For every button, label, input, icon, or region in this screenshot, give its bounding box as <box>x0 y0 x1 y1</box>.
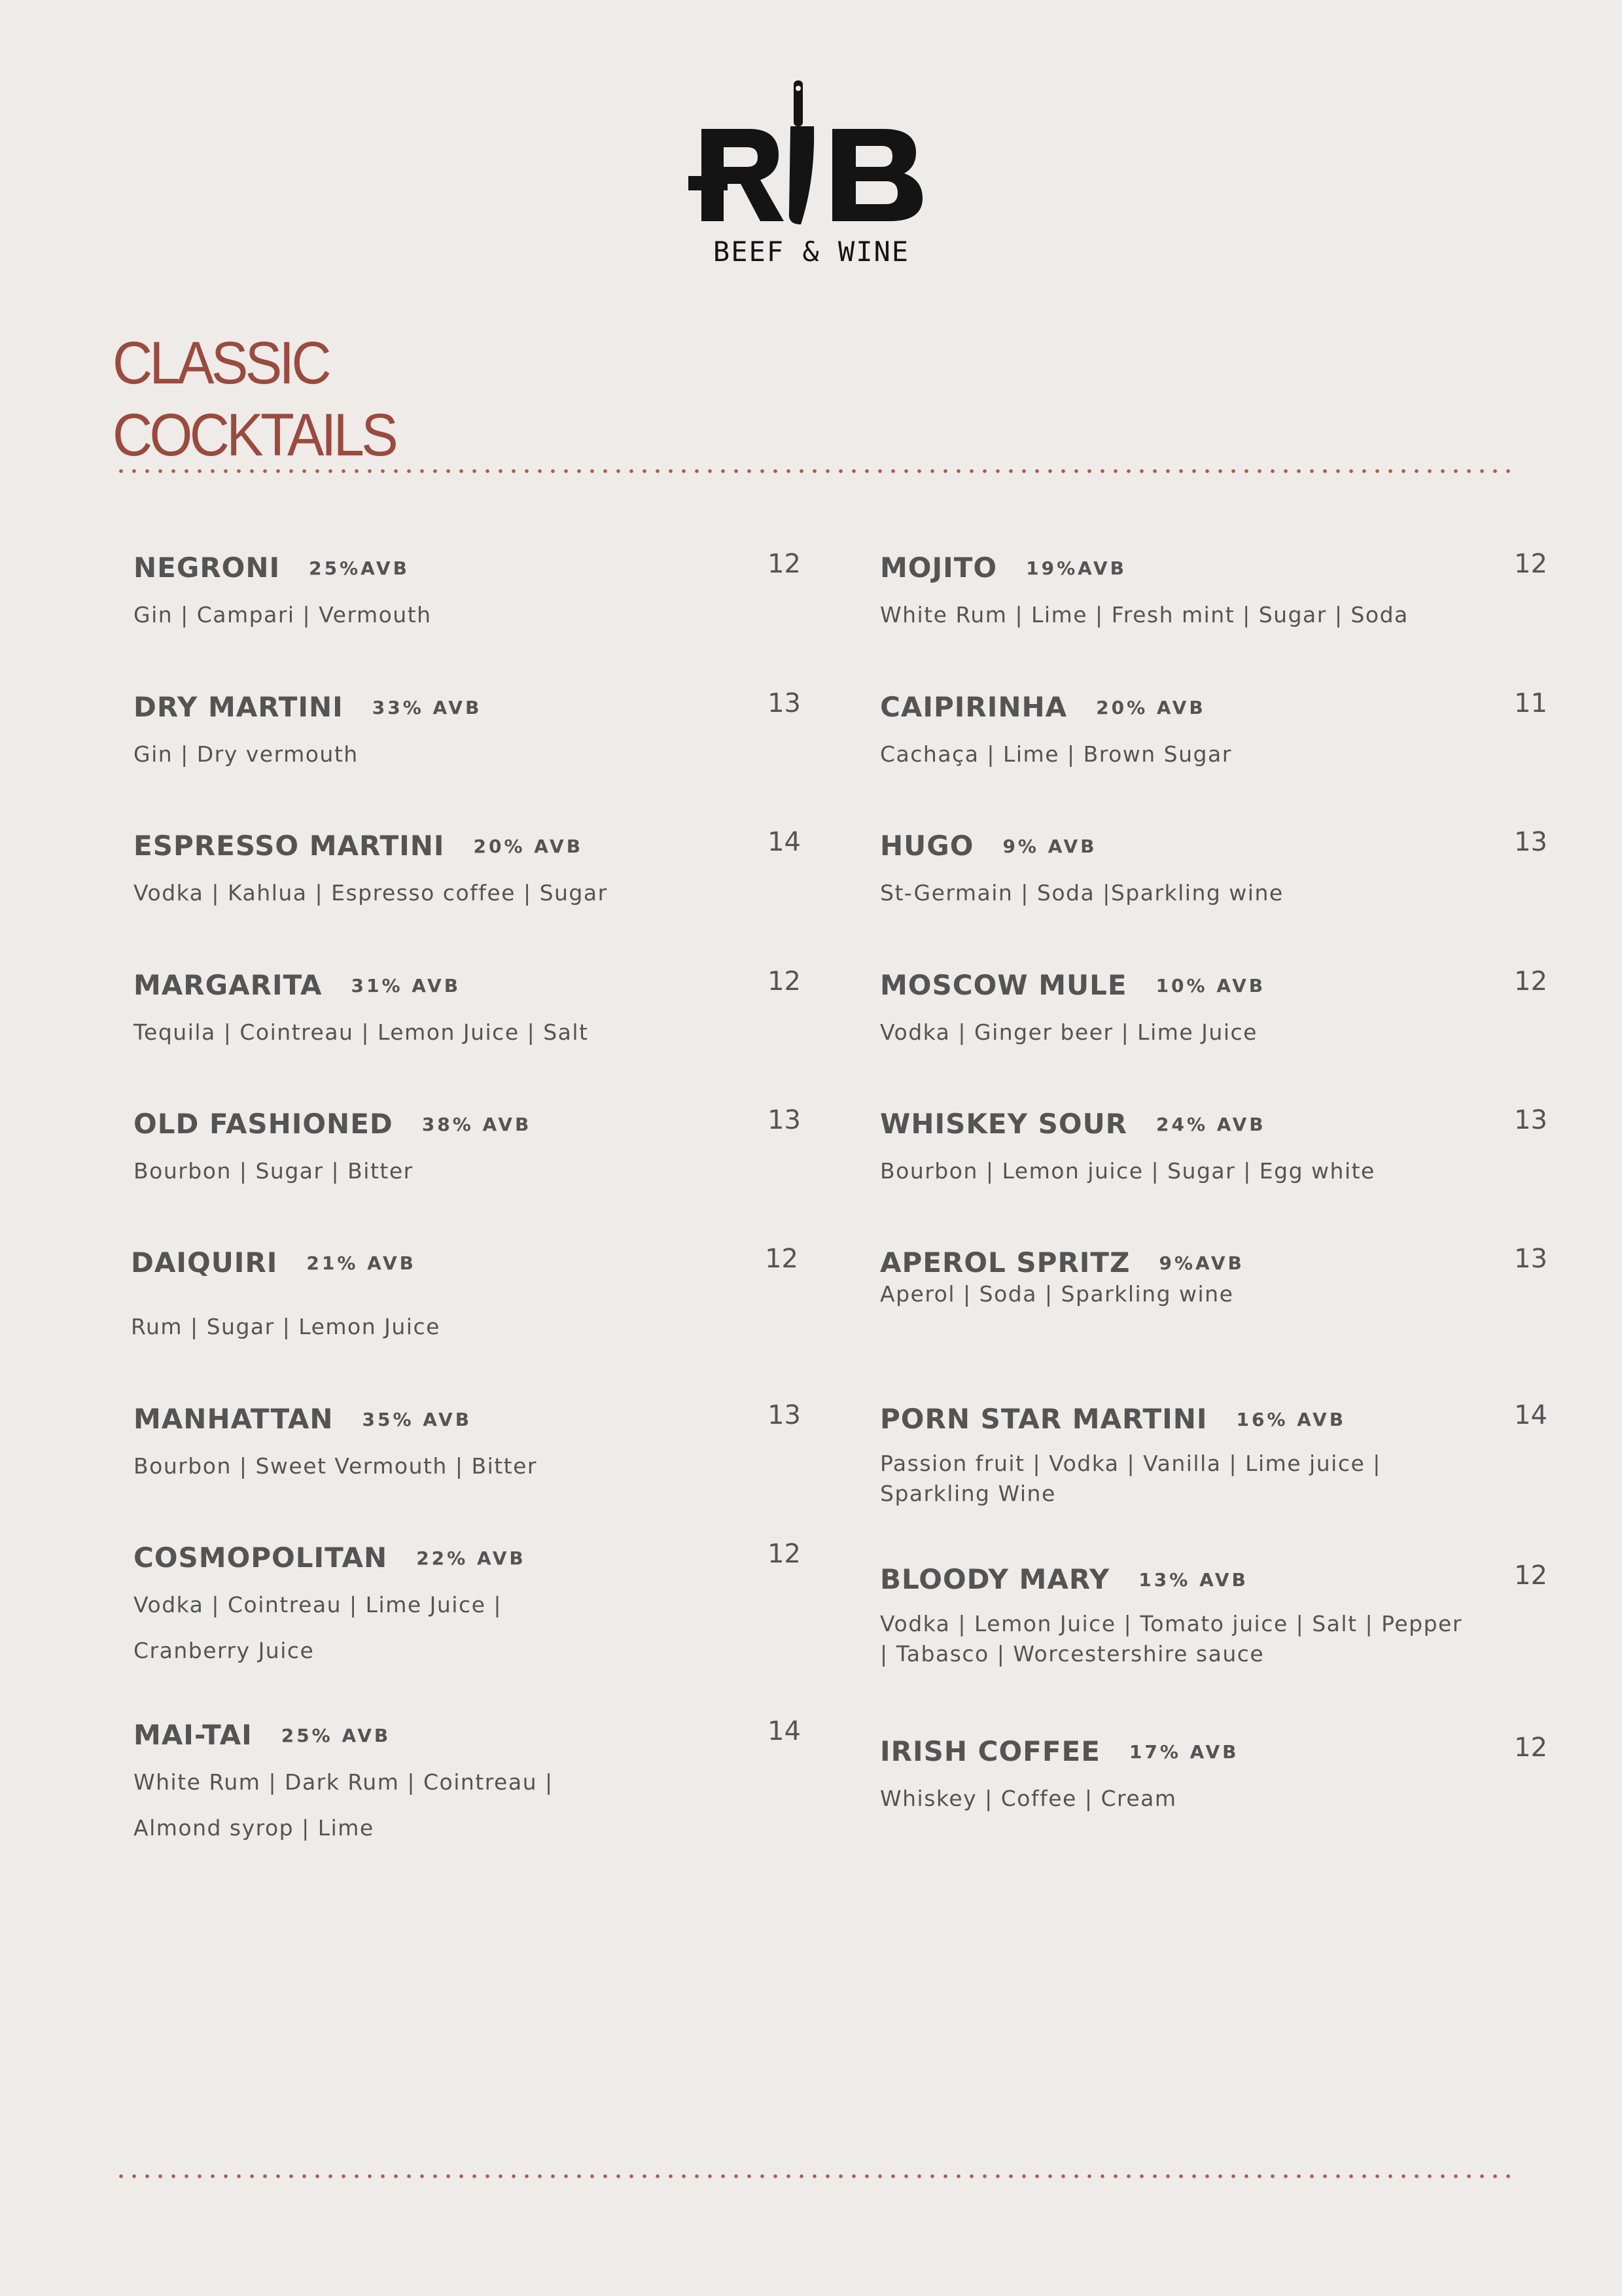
item-abv: 9%AVB <box>1159 1252 1244 1274</box>
item-abv: 22% AVB <box>416 1547 526 1569</box>
item-name-row <box>133 691 482 723</box>
item-description-line: Passion fruit | Vodka | Vanilla | Lime juice | <box>880 1451 1381 1476</box>
item-name: COSMOPOLITAN <box>133 1542 388 1574</box>
item-abv: 20% AVB <box>473 836 584 857</box>
item-abv: 33% AVB <box>372 697 482 718</box>
item-description-line: Gin | Campari | Vermouth <box>133 602 432 627</box>
item-price: 14 <box>767 827 801 857</box>
item-description <box>880 600 1409 630</box>
item-name-row <box>133 830 583 862</box>
section-title-line2: COCKTAILS <box>113 402 396 468</box>
item-description-line: Tequila | Cointreau | Lemon Juice | Salt <box>133 1019 589 1045</box>
item-description-line: Vodka | Ginger beer | Lime Juice <box>880 1019 1258 1045</box>
item-description <box>133 878 608 908</box>
item-description-line: White Rum | Dark Rum | Cointreau | <box>133 1769 554 1795</box>
item-name: BLOODY MARY <box>880 1563 1110 1595</box>
item-name-row <box>880 1108 1266 1140</box>
item-description <box>133 1759 554 1851</box>
item-description-line: Vodka | Lemon Juice | Tomato juice | Salt | Pepper <box>880 1611 1462 1636</box>
item-name: ESPRESSO MARTINI <box>133 830 445 862</box>
item-abv: 38% AVB <box>421 1114 532 1135</box>
item-abv: 31% AVB <box>351 975 461 997</box>
item-price: 12 <box>767 549 801 579</box>
item-price: 14 <box>767 1716 801 1746</box>
item-description <box>880 1784 1177 1814</box>
item-abv: 24% AVB <box>1156 1114 1266 1135</box>
item-description <box>880 1156 1375 1186</box>
item-price: 12 <box>765 1244 798 1274</box>
item-name-row <box>880 1735 1239 1767</box>
item-price: 13 <box>1514 1244 1547 1274</box>
item-price: 14 <box>1514 1400 1547 1430</box>
item-abv: 19%AVB <box>1026 557 1127 579</box>
item-name: NEGRONI <box>133 552 281 584</box>
item-name: MOSCOW MULE <box>880 969 1127 1001</box>
item-name-row <box>133 1542 526 1574</box>
item-description-line: Cranberry Juice <box>133 1638 315 1663</box>
item-name-row <box>133 1719 391 1751</box>
item-description-line: White Rum | Lime | Fresh mint | Sugar | Soda <box>880 602 1409 627</box>
item-description-line: Vodka | Kahlua | Espresso coffee | Sugar <box>133 880 608 906</box>
item-description-line: Whiskey | Coffee | Cream <box>880 1786 1177 1811</box>
item-name-row <box>133 552 410 584</box>
item-description-line: St-Germain | Soda |Sparkling wine <box>880 880 1284 906</box>
item-price: 13 <box>1514 1105 1547 1135</box>
item-abv: 25%AVB <box>309 557 410 579</box>
item-abv: 17% AVB <box>1129 1741 1239 1763</box>
item-description-line: Aperol | Soda | Sparkling wine <box>880 1281 1234 1307</box>
item-name: CAIPIRINHA <box>880 691 1068 723</box>
item-description <box>133 600 432 630</box>
item-name: APEROL SPRITZ <box>880 1246 1131 1279</box>
item-description <box>880 878 1284 908</box>
item-name: OLD FASHIONED <box>133 1108 393 1140</box>
item-description-line: Almond syrop | Lime <box>133 1815 374 1841</box>
item-name-row <box>880 1246 1244 1279</box>
item-abv: 20% AVB <box>1096 697 1206 718</box>
item-name: MOJITO <box>880 552 998 584</box>
item-description <box>133 1156 414 1186</box>
top-dotted-divider <box>115 469 1515 473</box>
section-title-line1: CLASSIC <box>113 330 329 397</box>
item-description <box>880 1449 1381 1509</box>
item-description-line: Vodka | Cointreau | Lime Juice | <box>133 1592 502 1617</box>
item-name-row <box>880 969 1265 1001</box>
bottom-dotted-divider <box>115 2174 1515 2178</box>
item-abv: 13% AVB <box>1138 1569 1248 1591</box>
item-name: MANHATTAN <box>133 1403 334 1435</box>
item-description <box>131 1312 440 1342</box>
item-abv: 25% AVB <box>281 1725 391 1746</box>
item-price: 13 <box>767 688 801 718</box>
item-name: HUGO <box>880 830 974 862</box>
item-description-line: Bourbon | Sweet Vermouth | Bitter <box>133 1453 537 1479</box>
item-description <box>133 1451 537 1481</box>
item-description-line: Sparkling Wine <box>880 1481 1056 1506</box>
item-price: 13 <box>767 1400 801 1430</box>
item-description-line: Cachaça | Lime | Brown Sugar <box>880 741 1232 767</box>
item-description-line: Bourbon | Sugar | Bitter <box>133 1158 414 1184</box>
item-description-line: Rum | Sugar | Lemon Juice <box>131 1314 440 1339</box>
item-name: IRISH COFFEE <box>880 1735 1101 1767</box>
item-description <box>133 1582 502 1674</box>
item-name: DRY MARTINI <box>133 691 344 723</box>
item-name: MARGARITA <box>133 969 323 1001</box>
section-title <box>113 327 395 471</box>
item-description <box>133 1017 589 1048</box>
item-price: 12 <box>767 966 801 997</box>
item-price: 13 <box>1514 827 1547 857</box>
item-name-row <box>131 1246 416 1279</box>
item-abv: 9% AVB <box>1002 836 1097 857</box>
item-name-row <box>133 1403 472 1435</box>
item-name: WHISKEY SOUR <box>880 1108 1128 1140</box>
item-name: MAI-TAI <box>133 1719 253 1751</box>
item-abv: 10% AVB <box>1155 975 1266 997</box>
item-description <box>880 1609 1462 1669</box>
item-price: 12 <box>1514 549 1547 579</box>
item-description-line: Gin | Dry vermouth <box>133 741 359 767</box>
item-abv: 16% AVB <box>1236 1409 1347 1430</box>
item-description <box>880 1279 1233 1309</box>
item-name-row <box>880 552 1127 584</box>
item-name-row <box>133 969 461 1001</box>
item-price: 12 <box>767 1539 801 1569</box>
rib-logo-icon <box>687 75 936 239</box>
item-description-line: | Tabasco | Worcestershire sauce <box>880 1641 1265 1667</box>
item-abv: 21% AVB <box>306 1252 416 1274</box>
item-name-row <box>880 1563 1248 1595</box>
item-name: DAIQUIRI <box>131 1246 278 1279</box>
item-price: 11 <box>1514 688 1547 718</box>
item-description <box>133 739 359 769</box>
item-name-row <box>880 830 1097 862</box>
item-price: 12 <box>1514 1733 1547 1763</box>
item-name-row <box>880 691 1206 723</box>
item-description <box>880 1017 1258 1048</box>
brand-subtitle: BEEF & WINE <box>713 236 910 268</box>
item-name-row <box>880 1403 1346 1435</box>
item-description-line: Bourbon | Lemon juice | Sugar | Egg white <box>880 1158 1375 1184</box>
item-name-row <box>133 1108 531 1140</box>
item-price: 12 <box>1514 966 1547 997</box>
item-name: PORN STAR MARTINI <box>880 1403 1208 1435</box>
item-description <box>880 739 1232 769</box>
item-abv: 35% AVB <box>362 1409 472 1430</box>
item-price: 13 <box>767 1105 801 1135</box>
item-price: 12 <box>1514 1561 1547 1591</box>
